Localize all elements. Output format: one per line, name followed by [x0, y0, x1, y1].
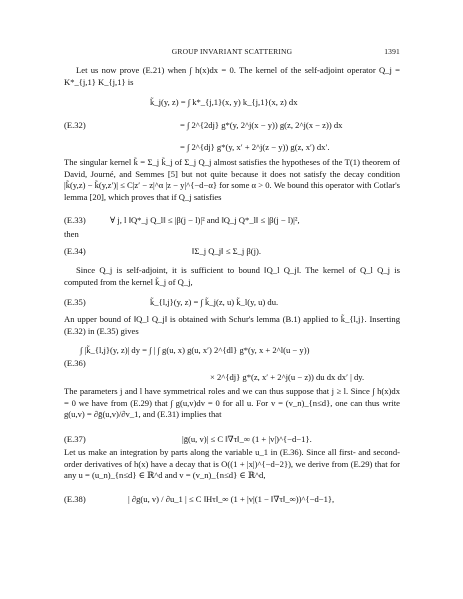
equation-label-e34: (E.34) — [64, 246, 86, 256]
equation-e36-label-row — [64, 358, 400, 370]
running-title: GROUP INVARIANT SCATTERING — [171, 47, 293, 56]
equation-e32-line-1: k̃_j(y, z) = ∫ k*_{j,1}(x, y) k_{j,1}(x, z) dx — [150, 97, 298, 107]
equation-e35: (E.35) k̃_{l,j}(y, z) = ∫ k̃_j(z, u) k̃_l(y, u) du. — [64, 297, 279, 307]
equation-e32-line-2: (E.32) = ∫ 2^{2dj} g*(y, 2^j(x − y)) g(z, 2^j(x − z)) dx — [64, 120, 343, 130]
equation-label-e37: (E.37) — [64, 434, 86, 444]
equation-e37: (E.37) |ḡ(u, v)| ≤ C ‖∇τ‖_∞ (1 + |v|)^{−d−1}. — [64, 434, 312, 444]
equation-label-e33: (E.33) — [64, 215, 86, 225]
paragraph-3: then — [64, 229, 79, 239]
equation-e36-line-2: × 2^{dj} g*(z, x′ + 2^j(u − z)) du dx dx′ | dy. — [210, 372, 365, 382]
paragraph-5: An upper bound of ‖Q_l Q_j‖ is obtained with Schur's lemma (B.1) applied to k̃_{l,j}. Inserting (E.32) in (E.35) gives — [64, 314, 400, 336]
equation-e36-line-1: ∫ |k̃_{l,j}(y, z)| dy = ∫ | ∫ g(u, x) g(u, x′) 2^{dl} g*(y, x + 2^l(u − y)) — [80, 345, 310, 355]
equation-e33: (E.33) ∀ j, l ‖Q*_j Q_l‖ ≤ |β(j − l)|² and ‖Q_j Q*_l‖ ≤ |β(j − l)|², — [64, 215, 300, 225]
page-number: 1391 — [384, 47, 400, 56]
paragraph-1: Let us now prove (E.21) when ∫ h(x)dx = 0. The kernel of the self-adjoint operator Q_j = K*_{j,1} K_{j,1} is — [64, 65, 400, 87]
paragraph-7: Let us make an integration by parts along the variable u_1 in (E.36). Since all first- and second-order derivatives of h(x) have a decay that is O((1 + |x|)^{−d−2}), we derive from (E.29) that for any u = (u_n)_{n≤d} ∈ ℝ^d and v = (v_n)_{n≤d} ∈ ℝ^d, — [64, 447, 400, 481]
equation-e32-line-3: = ∫ 2^{dj} g*(y, x′ + 2^j(z − y)) g(z, x′) dx′. — [180, 142, 330, 152]
equation-label-e35: (E.35) — [64, 297, 86, 307]
equation-label-e38: (E.38) — [64, 494, 86, 504]
equation-label-e36: (E.36) — [64, 358, 86, 368]
paragraph-6: The parameters j and l have symmetrical roles and we can thus suppose that j ≥ l. Since ∫ h(x)dx = 0 we have from (E.29) that ∫ g(u,v)dv = 0 for all u. For v = (v_n)_{n≤d}, one can thus write g(u,v) = ∂ḡ(u,v)/∂v_1, and (E.31) implies that — [64, 386, 400, 420]
equation-e38: (E.38) | ∂g(u, v) / ∂u_1 | ≤ C ‖Hτ‖_∞ (1 + |v|(1 − ‖∇τ‖_∞))^{−d−1}, — [64, 494, 335, 504]
equation-label-e32: (E.32) — [64, 120, 86, 130]
paragraph-4: Since Q_j is self-adjoint, it is sufficient to bound ‖Q_l Q_j‖. The kernel of Q_l Q_j is computed from the kernel k̃_j of Q_j, — [64, 265, 400, 287]
equation-e34: (E.34) ‖Σ_j Q_j‖ ≤ Σ_j β(j). — [64, 246, 262, 256]
paragraph-2: The singular kernel k̃ = Σ_j k̃_j of Σ_j Q_j almost satisfies the hypotheses of the T(1) theorem of David, Journé, and Semmes [5] but not quite because it does not satisfy the decay condition |k̃(y,z) − k̃(y,z′)| ≤ C|z′ − z|^α |z − y|^{−d−α} for some α > 0. We bound this operator with Cotlar's lemma [20], which proves that if Q_j satisfies — [64, 157, 400, 202]
